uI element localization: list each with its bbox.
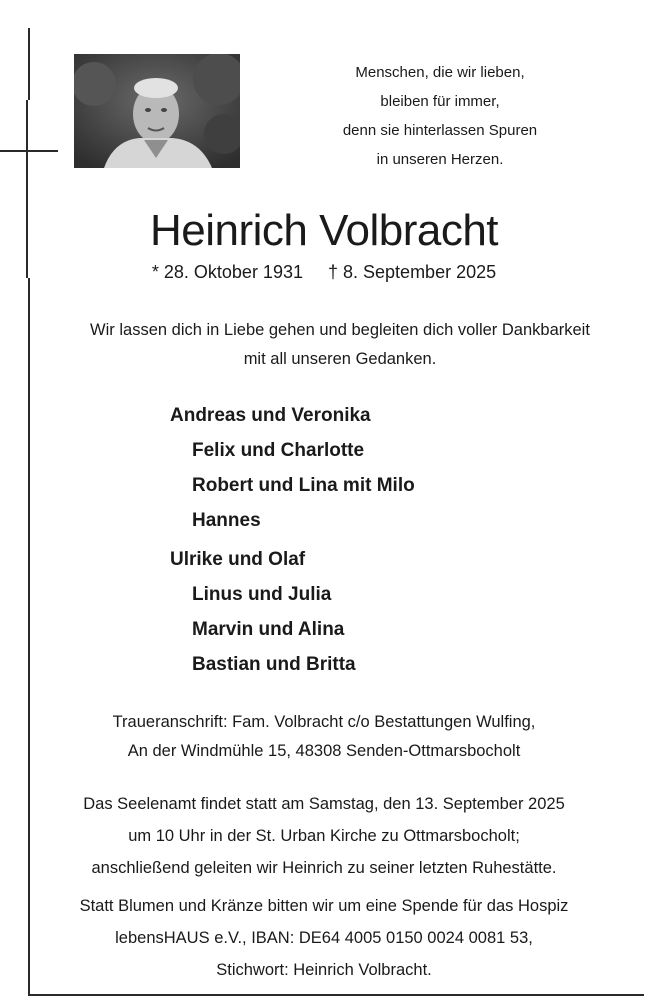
service-line: anschließend geleiten wir Heinrich zu seiner letzten Ruhestätte. (91, 859, 557, 877)
portrait-photo (74, 54, 240, 168)
deceased-name: Heinrich Volbracht (149, 206, 499, 255)
donation-line: lebensHAUS e.V., IBAN: DE64 4005 0150 0024 0081 53, (115, 929, 533, 947)
quote-line: in unseren Herzen. (376, 151, 504, 168)
funeral-service-info (0, 788, 648, 884)
farewell-text (40, 316, 640, 374)
family-parents: Andreas und Veronika (170, 405, 371, 426)
life-dates (0, 262, 648, 283)
farewell-line: Wir lassen dich in Liebe gehen und begleiten dich voller Dankbarkeit (90, 321, 590, 339)
quote-line: bleiben für immer, (380, 93, 500, 110)
donation-line: Stichwort: Heinrich Volbracht. (216, 961, 432, 979)
birth-date: * 28. Oktober 1931 (151, 262, 303, 282)
family-parents: Ulrike und Olaf (170, 549, 306, 570)
quote-line: Menschen, die wir lieben, (355, 64, 525, 81)
family-child: Felix und Charlotte (192, 440, 365, 461)
family-child: Linus und Julia (192, 584, 332, 605)
death-date: † 8. September 2025 (328, 262, 497, 282)
family-child: Bastian und Britta (192, 654, 356, 675)
service-line: Das Seelenamt findet statt am Samstag, den 13. September 2025 (83, 795, 565, 813)
family-group (170, 542, 415, 682)
family-child: Hannes (192, 510, 261, 531)
family-child: Robert und Lina mit Milo (192, 475, 415, 496)
donation-line: Statt Blumen und Kränze bitten wir um eine Spende für das Hospiz (79, 897, 569, 915)
address-line: Traueranschrift: Fam. Volbracht c/o Bestattungen Wulfing, (112, 713, 536, 731)
mourning-address (0, 708, 648, 766)
address-line: An der Windmühle 15, 48308 Senden-Ottmarsbocholt (127, 742, 521, 760)
family-group (170, 398, 415, 538)
family-child: Marvin und Alina (192, 619, 345, 640)
farewell-line: mit all unseren Gedanken. (243, 350, 437, 368)
service-line: um 10 Uhr in der St. Urban Kirche zu Ottmarsbocholt; (128, 827, 520, 845)
quote-line: denn sie hinterlassen Spuren (342, 122, 538, 139)
mourners-list (170, 398, 415, 686)
cross-horizontal-bar (0, 150, 58, 152)
memorial-quote (300, 58, 580, 174)
donation-request (0, 890, 648, 986)
